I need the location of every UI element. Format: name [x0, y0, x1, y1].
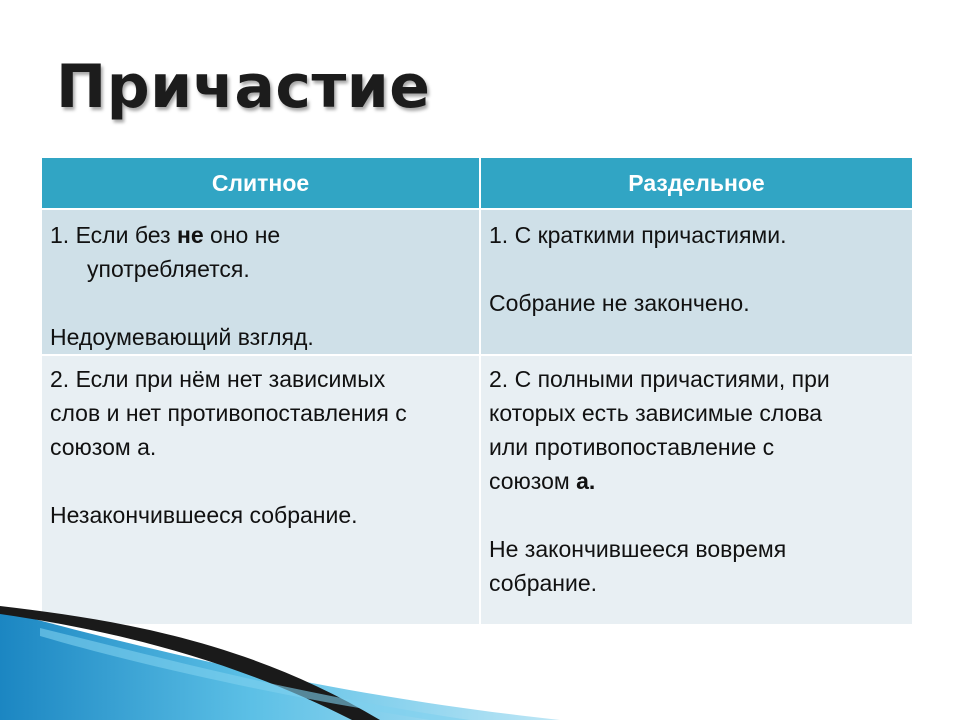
- rules-table: [40, 156, 914, 626]
- rule-suffix: оно не: [203, 222, 281, 248]
- example-text-line: собрание.: [489, 570, 598, 596]
- rule-bold-word: а.: [576, 468, 596, 494]
- example-text: Незакончившееся собрание.: [50, 502, 358, 528]
- rule-text-line: 2. Если при нём нет зависимых: [50, 366, 386, 392]
- cell-row1-separate: [480, 209, 913, 355]
- header-separate-spelling: Раздельное: [480, 157, 913, 209]
- table-row: [41, 209, 913, 355]
- rule-text-line: союзом а.: [50, 434, 157, 460]
- header-merged-spelling: Слитное: [41, 157, 480, 209]
- rule-text-line: 2. С полными причастиями, при: [489, 366, 830, 392]
- example-text: Собрание не закончено.: [489, 290, 750, 316]
- spacer: [489, 252, 904, 286]
- rule-prefix: союзом: [489, 468, 577, 494]
- decorative-swoosh: [0, 580, 960, 720]
- rule-text-continued: употребляется.: [87, 256, 250, 282]
- page-title: Причастие: [56, 52, 431, 122]
- table-header-row: [41, 157, 913, 209]
- cell-row1-merged: [41, 209, 480, 355]
- example-text: Недоумевающий взгляд.: [50, 324, 314, 350]
- rule-text: [50, 218, 471, 252]
- rule-text-line: [489, 464, 904, 498]
- rule-text-line: слов и нет противопоставления с: [50, 400, 407, 426]
- rule-bold-word: не: [176, 222, 204, 248]
- rule-prefix: 1. Если без: [50, 222, 177, 248]
- example-text-line: Не закончившееся вовремя: [489, 536, 787, 562]
- spacer: [489, 498, 904, 532]
- rule-text-line: или противопоставление с: [489, 434, 775, 460]
- spacer: [50, 286, 471, 320]
- rule-text: 1. С краткими причастиями.: [489, 222, 787, 248]
- rule-text-line: которых есть зависимые слова: [489, 400, 823, 426]
- spacer: [50, 464, 471, 498]
